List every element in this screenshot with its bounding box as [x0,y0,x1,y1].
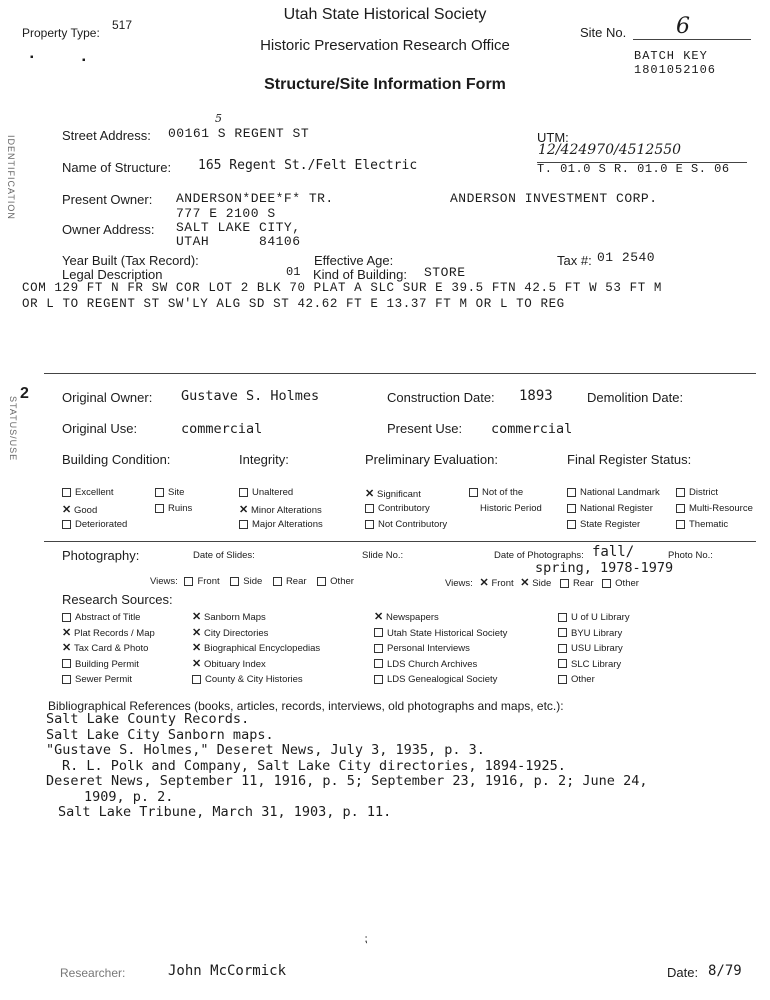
final-thematic[interactable] [676,519,728,530]
photo-view-other: Other [615,578,639,589]
final-multi-resource[interactable] [676,503,753,514]
form-title: Structure/Site Information Form [264,76,506,93]
date-value: 8/79 [708,963,742,979]
source-uofu[interactable] [558,610,630,626]
checkbox-icon [62,488,71,497]
source-label: BYU Library [571,627,623,639]
condition-excellent-label: Excellent [75,487,114,498]
slide-views [150,576,354,587]
final-thematic-label: Thematic [689,519,729,530]
source-slc[interactable] [558,657,630,673]
checkbox-icon [192,675,201,684]
source-usu[interactable] [558,641,630,657]
trs-value: T. 01.0 S R. 01.0 E S. 06 [537,162,730,176]
check-mark-icon: ✕ [374,611,384,623]
checkbox-icon[interactable] [560,579,569,588]
checkbox-icon [558,613,567,622]
batch-key-label: BATCH KEY [634,49,708,63]
date-label: Date: [667,965,699,980]
identification-side-label: IDENTIFICATION [6,135,16,220]
checkbox-icon [567,504,576,513]
checkbox-icon [374,644,383,653]
checkbox-icon [558,675,567,684]
prelim-contributory[interactable] [365,503,430,514]
checkbox-icon [62,659,71,668]
owner-address-line1: SALT LAKE CITY, [176,220,301,235]
construction-date-label: Construction Date: [387,390,495,405]
biblio-line-6: 1909, p. 2. [84,788,174,805]
sources-col-2 [192,610,320,688]
original-use-label: Original Use: [62,421,138,436]
date-of-photos-value-2: spring, 1978-1979 [535,560,674,576]
checkbox-icon[interactable] [230,577,239,586]
prelim-significant[interactable] [365,487,421,500]
checkbox-icon [374,675,383,684]
checkbox-icon [469,488,478,497]
street-address-correction: 5 [215,112,222,125]
slide-no-label: Slide No.: [362,550,404,561]
final-multi-resource-label: Multi-Resource [689,503,753,514]
photo-no-label: Photo No.: [668,550,713,561]
mark-dot-right: ▪ [82,55,86,66]
year-built-label: Year Built (Tax Record): [62,253,199,268]
legal-description-label: Legal Description [62,267,163,282]
check-mark-icon: ✕ [192,657,202,670]
source-city-directories[interactable] [192,626,320,642]
check-mark-icon: ✕ [192,611,202,623]
integrity-major[interactable] [239,519,323,530]
final-national-register-label: National Register [580,503,653,514]
checkbox-icon [558,659,567,668]
kind-of-building-label: Kind of Building: [313,267,407,282]
status-side-label: STATUS/USE [8,396,18,462]
check-mark-icon: ✕ [62,626,72,639]
present-use-value: commercial [491,421,573,437]
source-lds-archives[interactable] [374,657,507,673]
source-building-permit[interactable] [62,657,155,673]
check-mark-icon[interactable]: ✕ [479,577,489,589]
checkbox-icon [676,504,685,513]
tax-number-value: 01 2540 [597,250,656,265]
checkbox-icon[interactable] [184,577,193,586]
source-byu[interactable] [558,626,630,642]
source-label: Building Permit [75,658,139,670]
checkbox-icon [62,613,71,622]
prelim-significant-label: Significant [377,489,421,500]
final-district[interactable] [676,487,718,498]
condition-deteriorated-label: Deteriorated [75,519,128,530]
biblio-line-7: Salt Lake Tribune, March 31, 1903, p. 11. [58,804,392,820]
final-national-landmark[interactable] [567,487,660,498]
source-newspapers[interactable] [374,610,507,626]
utm-label: UTM: [537,130,569,145]
check-mark-icon: ✕ [192,626,202,639]
source-sanborn[interactable] [192,610,320,626]
final-national-landmark-label: National Landmark [580,487,660,498]
source-ushs[interactable] [374,626,507,642]
prelim-not-contributory-label: Not Contributory [378,519,448,530]
slide-view-side: Side [243,576,263,587]
stray-mark: ⁏ [364,933,368,945]
original-use-value: commercial [181,421,263,437]
site-no-value: 6 [676,14,690,39]
checkbox-icon[interactable] [317,577,326,586]
check-mark-icon: ✕ [239,504,249,516]
checkbox-icon [676,488,685,497]
date-of-photos-label: Date of Photographs: [494,550,584,561]
source-plat-records[interactable] [62,626,155,642]
source-label: City Directories [204,627,269,639]
present-use-label: Present Use: [387,421,463,436]
source-sewer-permit[interactable] [62,672,155,688]
source-lds-genealogical[interactable] [374,672,507,688]
office-name: Historic Preservation Research Office [260,37,510,54]
source-label: Other [571,674,595,685]
kind-of-building-value: STORE [424,265,466,280]
final-national-register[interactable] [567,503,653,514]
source-label: Sewer Permit [75,674,133,685]
status-side-number: 2 [20,385,29,402]
checkbox-icon [155,504,164,513]
source-label: Obituary Index [204,658,266,670]
legal-line-2: OR L TO REGENT ST SW'LY ALG SD ST 42.62 FT E 13.37 FT M OR L TO REG [22,297,565,311]
owner-address-line2: UTAH 84106 [176,234,301,249]
source-label: USU Library [571,643,623,654]
property-type-value: 517 [112,18,133,32]
sources-col-1 [62,610,155,688]
structure-name-value: 165 Regent St./Felt Electric [198,158,418,173]
biblio-line-3: "Gustave S. Holmes," Deseret News, July 3, 1935, p. 3. [46,742,485,758]
source-label: Tax Card & Photo [74,643,149,654]
final-district-label: District [689,487,719,498]
integrity-minor-label: Minor Alterations [251,505,322,516]
source-biographical[interactable] [192,641,320,657]
tax-number-label: Tax #: [557,253,592,268]
integrity-minor[interactable] [239,503,322,516]
not-of-the-label: Not of the [482,487,524,498]
mark-dot-left: ▪ [30,52,34,63]
slide-view-rear: Rear [285,576,307,587]
photo-view-front: Front [491,578,514,589]
structure-name-label: Name of Structure: [62,160,172,175]
historic-period-label: Historic Period [480,503,542,514]
checkbox-icon [62,520,71,529]
slide-views-label: Views: [150,576,178,587]
date-of-slides-label: Date of Slides: [193,550,255,561]
condition-ruins[interactable] [155,503,192,514]
checkbox-icon [239,488,248,497]
original-owner-label: Original Owner: [62,390,153,405]
photo-views [445,576,639,589]
demolition-date-label: Demolition Date: [587,390,684,405]
researcher-label: Researcher: [60,966,126,980]
bibliography-list [46,712,647,821]
building-condition-label: Building Condition: [62,452,171,467]
checkbox-icon [558,628,567,637]
checkbox-icon [62,675,71,684]
source-label: U of U Library [571,612,630,623]
source-label: LDS Church Archives [387,658,478,670]
checkbox-icon[interactable] [602,579,611,588]
prelim-not-contributory[interactable] [365,519,447,530]
checkbox-icon[interactable] [273,577,282,586]
biblio-line-5: Deseret News, September 11, 1916, p. 5; September 23, 1916, p. 2; June 24, [46,773,648,789]
check-mark-icon: ✕ [62,504,72,516]
checkbox-icon [374,628,383,637]
source-other[interactable] [558,672,630,688]
checkbox-icon [155,488,164,497]
condition-ruins-label: Ruins [168,503,193,514]
source-tax-card[interactable] [62,641,155,657]
source-histories[interactable] [192,672,320,688]
source-label: Personal Interviews [387,643,470,654]
slide-view-other: Other [330,576,354,587]
source-label: SLC Library [571,658,622,670]
batch-key-value: 1801052106 [634,63,717,77]
street-address-value: 00161 S REGENT ST [168,126,310,141]
checkbox-icon [567,488,576,497]
prelim-contributory-label: Contributory [378,503,430,514]
photo-view-rear: Rear [572,578,594,589]
source-obituary[interactable] [192,657,320,673]
effective-age-label: Effective Age: [314,253,394,268]
slide-view-front: Front [197,576,220,587]
bibliography-label: Bibliographical References (books, articles, records, interviews, old photographs and maps, etc.): [48,699,564,713]
street-address-label: Street Address: [62,128,151,143]
integrity-unaltered[interactable] [239,487,293,498]
owner-address-label: Owner Address: [62,222,155,237]
checkbox-icon [374,659,383,668]
biblio-line-4: R. L. Polk and Company, Salt Lake City directories, 1894-1925. [62,757,566,774]
source-abstract[interactable] [62,610,155,626]
source-label: Plat Records / Map [74,627,155,639]
photo-views-label: Views: [445,578,473,589]
checkbox-icon [567,520,576,529]
source-interviews[interactable] [374,641,507,657]
present-owner-label: Present Owner: [62,192,153,207]
society-name: Utah State Historical Society [283,6,487,23]
checkbox-icon [365,520,374,529]
property-type-label: Property Type: [22,26,100,40]
condition-deteriorated[interactable] [62,519,127,530]
checkbox-icon [239,520,248,529]
site-no-underline [633,39,751,40]
source-label: Abstract of Title [75,612,141,623]
biblio-line-1: Salt Lake County Records. [46,711,250,727]
prelim-not-of-period[interactable] [469,487,523,498]
source-label: County & City Histories [205,674,303,685]
sources-col-4 [558,610,630,688]
condition-excellent[interactable] [62,487,114,498]
research-sources-label: Research Sources: [62,592,173,607]
source-label: Sanborn Maps [204,612,266,623]
sources-col-3 [374,610,507,688]
date-of-photos-value-1: fall/ [592,544,635,560]
integrity-label: Integrity: [239,452,289,467]
section-divider-top [44,373,756,374]
legal-line-1: COM 129 FT N FR SW COR LOT 2 BLK 70 PLAT A SLC SUR E 39.5 FTN 42.5 FT W 53 FT M [22,281,662,295]
checkbox-icon [365,504,374,513]
condition-good[interactable] [62,503,97,516]
source-label: LDS Genealogical Society [387,674,498,685]
biblio-line-2: Salt Lake City Sanborn maps. [46,726,274,743]
check-mark-icon: ✕ [62,642,72,654]
checkbox-icon [558,644,567,653]
construction-date-value: 1893 [519,388,553,404]
final-state-register[interactable] [567,519,640,530]
check-mark-icon[interactable]: ✕ [520,577,530,589]
utm-value: 12/424970/4512550 [538,142,682,158]
researcher-value: John McCormick [168,963,287,979]
condition-good-label: Good [74,505,98,516]
present-owner-line1: ANDERSON*DEE*F* TR. [176,191,334,206]
kind-code: 01 [286,265,301,279]
condition-site[interactable] [155,487,184,498]
site-no-label: Site No. [580,25,627,40]
integrity-unaltered-label: Unaltered [252,487,294,498]
photo-view-side: Side [532,578,552,589]
present-owner-other: ANDERSON INVESTMENT CORP. [450,191,658,206]
present-owner-line2: 777 E 2100 S [176,206,276,221]
condition-site-label: Site [168,487,185,498]
original-owner-value: Gustave S. Holmes [181,388,320,404]
check-mark-icon: ✕ [192,642,202,654]
source-label: Utah State Historical Society [387,627,508,639]
photography-label: Photography: [62,548,140,563]
check-mark-icon: ✕ [365,488,375,500]
source-label: Biographical Encyclopedias [204,643,321,654]
section-divider-mid [44,541,756,542]
checkbox-icon [676,520,685,529]
final-register-label: Final Register Status: [567,452,692,467]
final-state-register-label: State Register [580,519,641,530]
source-label: Newspapers [386,612,439,623]
preliminary-evaluation-label: Preliminary Evaluation: [365,452,498,467]
integrity-major-label: Major Alterations [252,519,323,530]
